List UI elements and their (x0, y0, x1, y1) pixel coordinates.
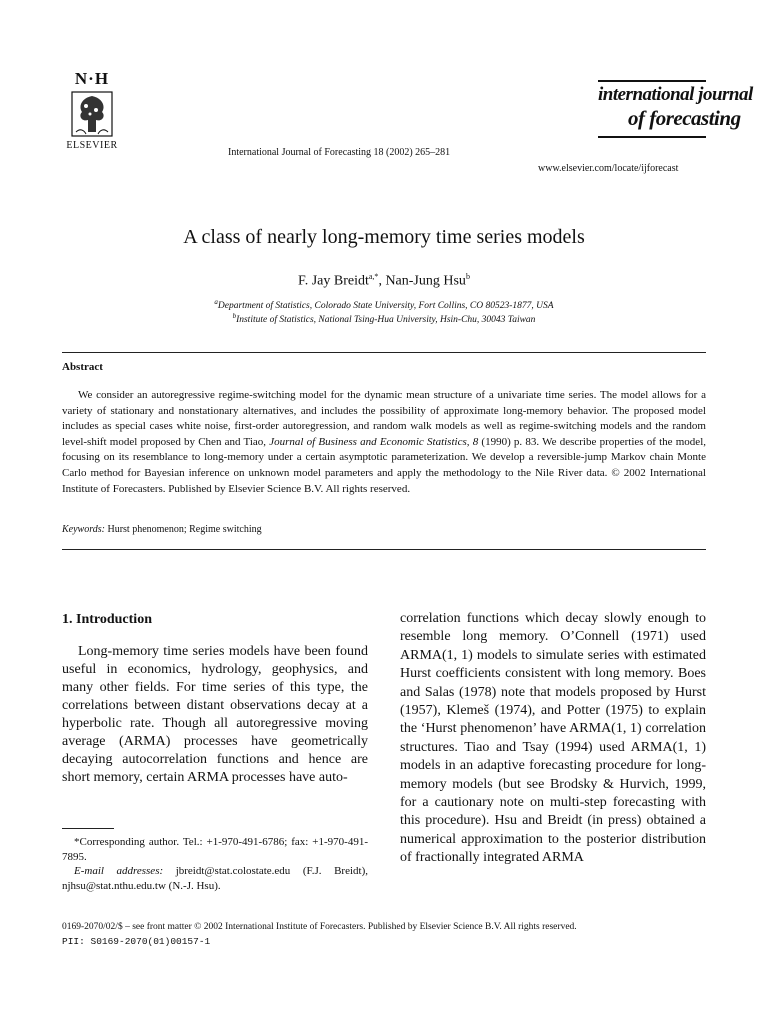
body-right-column: correlation functions which decay slowly enough to resemble long memory. O’Connell (1971) used ARMA(1, 1) models to simulate series with estimated Hurst coefficients consistent with long memory. Boes and Salas (1978) note that models proposed by Hurst (1957), Klemeš (1974), and Potter (1975) to explain the ‘Hurst phenomenon’ have ARMA(1, 1) correlation structures. Tiao and Tsay (1994) used ARMA(1, 1) models in an adaptive forecasting procedure for long-memory models (but see Brodsky & Hurvich, 1999, for a cautionary note on multi-step forecasting with this procedure). Hsu and Breidt (in press) obtained a numerical approximation to the posterior distribution of fractionally integrated ARMA (400, 611, 706, 866)
keywords-label: Keywords: (62, 524, 105, 535)
abstract-text (62, 388, 706, 497)
publisher-name: ELSEVIER (66, 140, 118, 151)
abstract-text-part2: (1990) p. 83. We describe properties of the model, focusing on its resemblance to long-memory under a certain asymptotic parameterization. We develop a reversible-jump Markov chain Monte Carlo method for Bayesian inference on unknown model parameters and apply the methodology to the Nile River data. © 2002 International Institute of Forecasters. Published by Elsevier Science B.V. All rights reserved. (62, 435, 707, 495)
affiliation-a-text: Department of Statistics, Colorado State University, Fort Collins, CO 80523-1877, USA (217, 301, 554, 312)
author-1: F. Jay Breidt (298, 273, 369, 289)
footnote-email-label: E-mail addresses: (74, 865, 164, 877)
publisher-logo (62, 70, 122, 151)
affiliation-b-mark: b (232, 312, 237, 320)
publisher-mark: N·H (74, 69, 110, 88)
footnote-emails (62, 864, 368, 893)
author-list (0, 272, 768, 290)
abstract-top-rule (62, 352, 706, 353)
body-left-column: Long-memory time series models have been found useful in economics, hydrology, geophysics, and many other fields. For time series of this type, the correlations between distant observations decay at a hyperbolic rate. Though all autoregressive moving average (ARMA) processes have geometrically decaying autocorrelation functions and hence are short memory, certain ARMA processes have auto- (62, 644, 368, 785)
journal-logo-line1: international journal (598, 84, 753, 105)
journal-logo (598, 80, 753, 140)
footnote-corresponding: *Corresponding author. Tel.: +1-970-491-6786; fax: +1-970-491-7895. (62, 836, 368, 863)
footer-pii: PII: S0169-2070(01)00157-1 (62, 936, 211, 947)
tree-emblem-icon (70, 90, 114, 138)
logo-rule-top (598, 80, 706, 82)
journal-citation: International Journal of Forecasting 18 (2002) 265–281 (228, 147, 451, 158)
journal-website-link[interactable]: www.elsevier.com/locate/ijforecast (538, 163, 679, 174)
article-title: A class of nearly long-memory time series models (183, 226, 585, 248)
affiliation-a (0, 298, 768, 311)
journal-logo-line2: of forecasting (628, 106, 741, 130)
logo-rule-bottom (598, 136, 706, 138)
author-2-marks: b (465, 272, 470, 281)
abstract-heading: Abstract (62, 361, 103, 373)
footnote (62, 835, 368, 893)
abstract-text-part1: We consider an autoregressive regime-switching model for the dynamic mean structure of a univariate time series. The model allows for a variety of stationary and nonstationary alternatives, and includes the possibility of approximate long-memory behavior. The proposed model includes as special cases white noise, first-order autoregression, and random walk models as well as regime-switching models and the random level-shift model proposed by Chen and Tiao, (62, 389, 706, 448)
author-separator: , (378, 273, 386, 289)
footnote-email-list: jbreidt@stat.colostate.edu (F.J. Breidt), njhsu@stat.nthu.edu.tw (N.-J. Hsu). (62, 865, 368, 892)
abstract-bottom-rule (62, 549, 706, 550)
affiliation-b-text: Institute of Statistics, National Tsing-Hua University, Hsin-Chu, 30043 Taiwan (236, 315, 536, 326)
author-2: Nan-Jung Hsu (385, 273, 466, 289)
section-heading: 1. Introduction (62, 612, 152, 627)
footer-copyright: 0169-2070/02/$ – see front matter © 2002 International Institute of Forecasters. Published by Elsevier Science B.V. All rights reserved. (62, 922, 577, 932)
footnote-rule (62, 828, 114, 829)
keywords-list: Hurst phenomenon; Regime switching (104, 524, 262, 535)
abstract-citation-italic: Journal of Business and Economic Statistics, 8 (269, 435, 479, 448)
affiliation-a-mark: a (214, 298, 218, 306)
keywords (62, 524, 262, 535)
author-1-marks: a,* (368, 272, 379, 281)
affiliation-b (0, 312, 768, 325)
